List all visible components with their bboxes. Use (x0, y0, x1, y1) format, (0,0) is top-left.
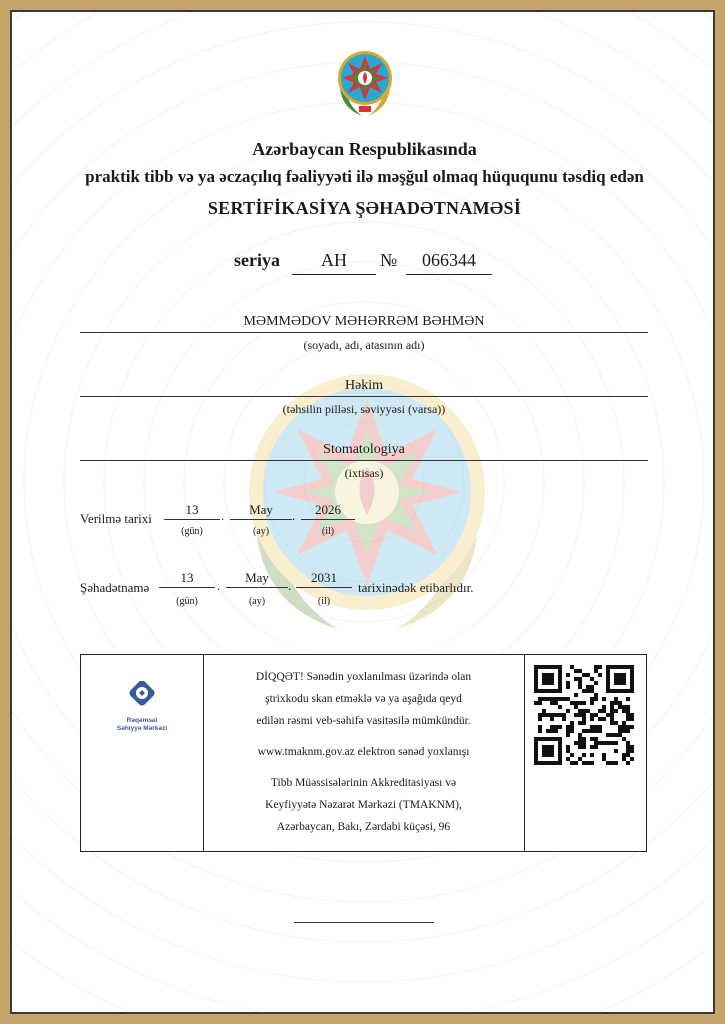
validity-year: 2031 (296, 569, 352, 588)
notice-cell (203, 655, 525, 851)
series-row (12, 246, 715, 278)
series-value: AH (292, 250, 376, 275)
logo-line1: Rəqəmsal (126, 717, 158, 724)
verification-website[interactable]: www.tmaknm.gov.az elektron sənəd yoxlanışı (257, 746, 470, 758)
validity-label: Şəhadətnamə (80, 580, 150, 595)
education-caption: (təhsilin pilləsi, səviyyəsi (varsa)) (282, 402, 446, 416)
org-line-1: Tibb Müəssisələrinin Akkreditasiyası və (270, 777, 457, 789)
qr-code-icon[interactable] (534, 665, 634, 765)
certificate-title: SERTİFİKASİYA ŞƏHADƏTNAMƏSİ (207, 198, 522, 218)
validity-suffix: tarixinədək etibarlıdır. (358, 580, 474, 595)
org-line-3: Azərbaycan, Bakı, Zərdabi küçəsi, 96 (276, 821, 451, 833)
specialty: Stomatologiya (80, 440, 648, 461)
validity-month-caption: (ay) (248, 596, 266, 607)
holder-name-caption: (soyadı, adı, atasının adı) (303, 338, 425, 352)
holder-name: MƏMMƏDOV MƏHƏRRƏM BƏHMƏN (80, 312, 648, 333)
issue-month-caption: (ay) (252, 526, 270, 537)
header-purpose-title: praktik tibb və ya əczaçılıq fəaliyyəti ilə məşğul olmaq hüququnu təsdiq edən (85, 167, 644, 186)
qr-cell (524, 655, 645, 851)
verification-info-box (80, 654, 647, 852)
notice-line-2: ştrixkodu skan etməklə və ya aşağıda qeyd (265, 693, 462, 705)
issue-year-caption: (il) (321, 526, 335, 537)
logo-line2: Səhiyyə Mərkəzi (116, 725, 168, 732)
issue-day: 13 (164, 501, 220, 520)
specialty-caption: (ixtisas) (344, 466, 384, 480)
org-line-2: Keyfiyyətə Nəzarət Mərkəzi (TMAKNM), (265, 799, 462, 811)
issue-date-label: Verilmə tarixi (80, 511, 152, 526)
issue-day-caption: (gün) (181, 526, 203, 537)
digital-health-center-logo-icon (125, 681, 159, 711)
header-country-title: Azərbaycan Respublikasında (252, 139, 477, 159)
notice-line-3: edilən rəsmi veb-səhifə vasitəsilə mümkündür. (256, 715, 471, 727)
logo-cell (81, 655, 204, 851)
issue-year: 2026 (301, 501, 355, 520)
series-label: seriya (234, 250, 280, 270)
issue-month: May (230, 501, 292, 520)
certificate-page: Azərbaycan Respublikasında praktik tibb və ya əczaçılıq fəaliyyəti ilə məşğul olmaq hüququnu təsdiq edən SERTİFİKASİYA ŞƏHADƏTNAMƏSİ seriya AH № 066344 MƏMMƏDOV MƏHƏRRƏM BƏHMƏN (soyadı, adı, atasının adı) Həkim (təhsilin pilləsi, səviyyəsi (varsa)) Stomatologiya (ixtisas) Verilmə tarixi 13 . May . 2026 (gün) (ay) (il) Şəhadətnamə 13 . May . 2031 tarixinədək etibarlıdır. (gün) (ay) (il) Rəqəmsal Səhiyyə Mərkəzi DİQQƏT! Sənədin yoxlanılması üzərində olan ştrixkodu skan etməklə və ya aşağıda qeyd edilən rəsmi veb-səhifə vasitəsilə mümkündür. www.tmaknm.gov.az elektron sənəd yoxlanışı Tibb Müəssisələrinin Akkreditasiyası və Keyfiyyətə Nəzarət Mərkəzi (TMAKNM), Azərbaycan, Bakı, Zərdabi küçəsi, 96 (10, 10, 715, 1014)
notice-line-1: DİQQƏT! Sənədin yoxlanılması üzərində olan (255, 671, 472, 683)
number-sign: № (380, 250, 398, 270)
validity-day-caption: (gün) (176, 596, 198, 607)
validity-month: May (226, 569, 288, 588)
validity-day: 13 (159, 569, 215, 588)
azerbaijan-coat-of-arms-icon (334, 48, 396, 118)
validity-year-caption: (il) (317, 596, 331, 607)
certificate-number: 066344 (406, 250, 492, 275)
education-level: Həkim (80, 376, 648, 397)
signature-line (294, 922, 434, 923)
